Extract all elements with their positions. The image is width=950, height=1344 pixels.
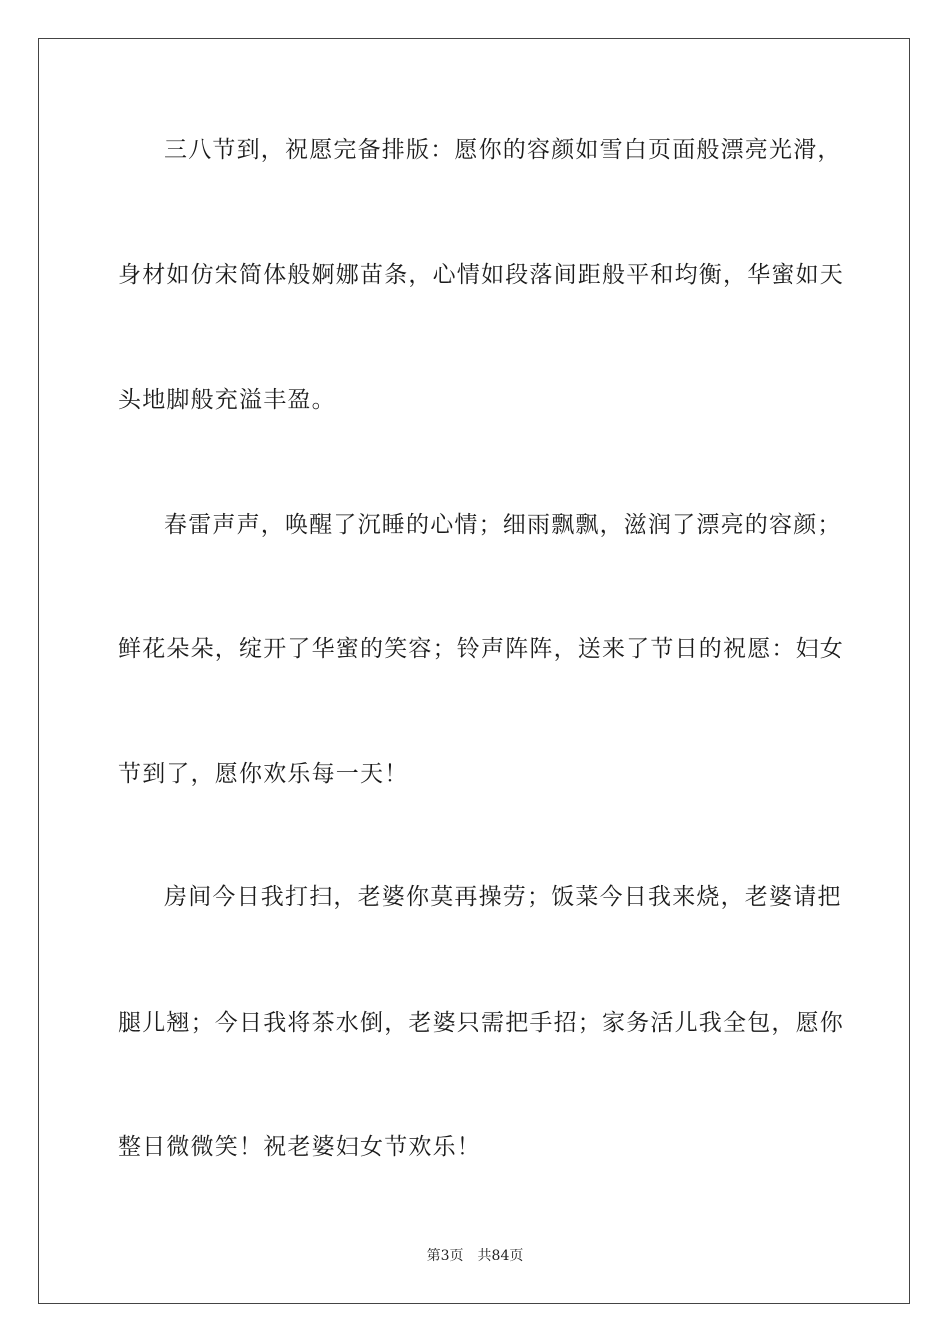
page-number: 第3页 xyxy=(426,1248,464,1264)
page-footer xyxy=(0,1247,950,1265)
paragraph-1-line-1: 三八节到，祝愿完备排版：愿你的容颜如雪白页面般漂亮光滑， xyxy=(164,137,842,163)
paragraph-1-line-3: 头地脚般充溢丰盈。 xyxy=(118,387,336,413)
paragraph-2-line-3: 节到了，愿你欢乐每一天！ xyxy=(118,761,409,787)
paragraph-3-line-1: 房间今日我打扫，老婆你莫再操劳；饭菜今日我来烧，老婆请把 xyxy=(164,884,842,910)
paragraph-3-line-2: 腿儿翘；今日我将茶水倒，老婆只需把手招；家务活儿我全包，愿你 xyxy=(118,1010,844,1036)
paragraph-1-line-2: 身材如仿宋简体般婀娜苗条，心情如段落间距般平和均衡，华蜜如天 xyxy=(118,262,844,288)
paragraph-3-line-3: 整日微微笑！祝老婆妇女节欢乐！ xyxy=(118,1134,481,1160)
paragraph-2-line-1: 春雷声声，唤醒了沉睡的心情；细雨飘飘，滋润了漂亮的容颜； xyxy=(164,512,842,538)
page-border xyxy=(38,38,910,1304)
total-pages: 共84页 xyxy=(477,1248,524,1264)
paragraph-2-line-2: 鲜花朵朵，绽开了华蜜的笑容；铃声阵阵，送来了节日的祝愿：妇女 xyxy=(118,636,844,662)
